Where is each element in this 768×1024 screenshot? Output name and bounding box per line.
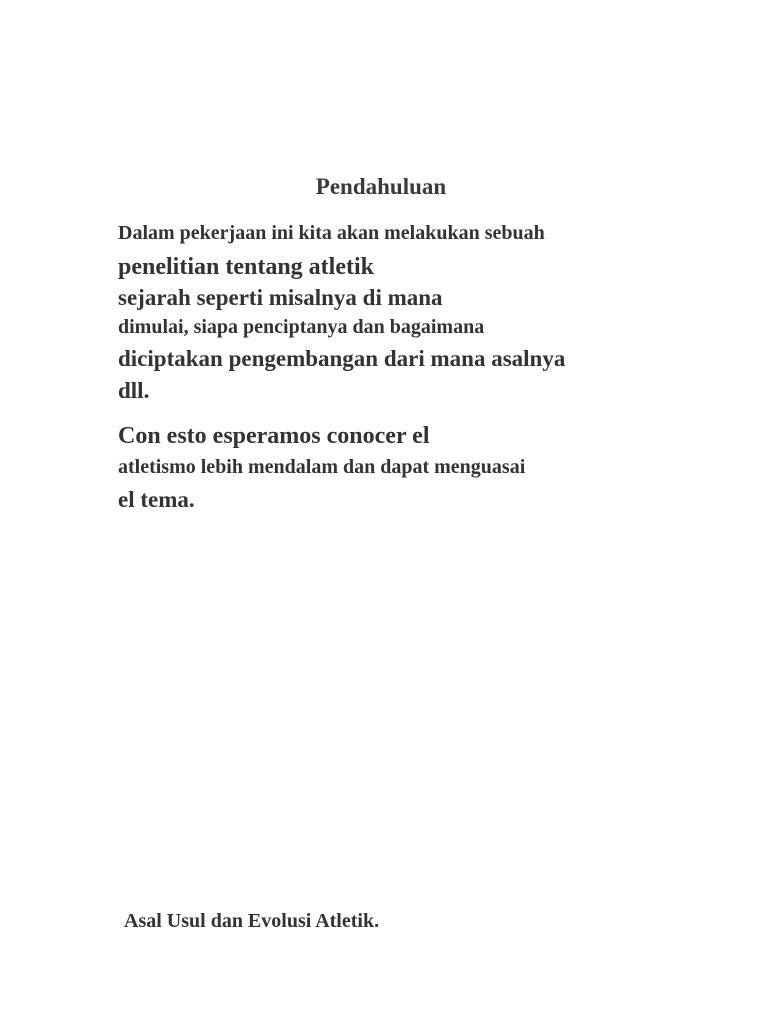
text-line: el tema. [118, 487, 195, 512]
text-line: Dalam pekerjaan ini kita akan melakukan sebuah [118, 222, 545, 244]
text-line: Con esto esperamos conocer el [118, 423, 430, 449]
text-line: dimulai, siapa penciptanya dan bagaimana [118, 316, 485, 338]
text-line: sejarah seperti misalnya di mana [118, 285, 443, 310]
text-line: dll. [118, 378, 150, 403]
page-title: Pendahuluan [315, 174, 447, 199]
text-line: diciptakan pengembangan dari mana asalnya [118, 346, 566, 371]
section-heading: Asal Usul dan Evolusi Atletik. [124, 910, 380, 932]
text-line: atletismo lebih mendalam dan dapat menguasai [118, 456, 526, 478]
text-line: penelitian tentang atletik [118, 254, 374, 280]
